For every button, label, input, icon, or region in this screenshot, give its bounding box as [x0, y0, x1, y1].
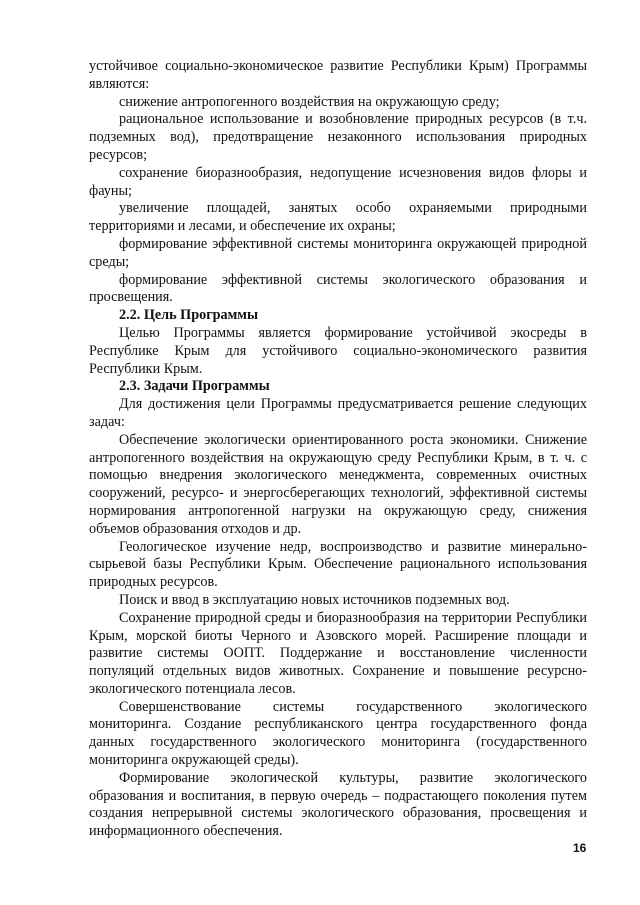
document-body: [89, 58, 587, 841]
paragraph: снижение антропогенного воздействия на окружающую среду;: [119, 93, 500, 110]
section-heading: 2.3. Задачи Программы: [119, 378, 270, 395]
page-number: 16: [573, 841, 587, 855]
paragraph: формирование эффективной системы мониторинга окружающей природной среды;: [89, 235, 587, 270]
paragraph: устойчивое социально-экономическое развитие Республики Крым) Программы являются:: [89, 58, 587, 92]
section-heading: 2.2. Цель Программы: [119, 307, 259, 324]
paragraph: Поиск и ввод в эксплуатацию новых источников подземных вод.: [119, 591, 510, 608]
paragraph: Для достижения цели Программы предусматривается решение следующих задач:: [89, 396, 587, 430]
paragraph: Сохранение природной среды и биоразнообразия на территории Республики Крым, морской биоты Черного и Азовского морей. Расширение площади и развитие системы ООПТ. Поддержание и восстановление численности популяций отдельных видов животных. Сохранение и повышение ресурсно-экологического потенциала лесов.: [89, 609, 587, 697]
paragraph: Целью Программы является формирование устойчивой экосреды в Республике Крым для устойчивого социально-экономического развития Республики Крым.: [89, 324, 587, 377]
paragraph: Обеспечение экологически ориентированного роста экономики. Снижение антропогенного воздействия на окружающую среду Республики Крым, в т. ч. с помощью внедрения экологического менеджмента, современных очистных сооружений, ресурсо- и энергосберегающих технологий, эффективной системы нормирования антропогенной нагрузки на окружающую среду, снижения объемов образования отходов и др.: [89, 431, 587, 537]
paragraph: увеличение площадей, занятых особо охраняемыми природными территориями и лесами, и обеспечение их охраны;: [89, 200, 587, 235]
paragraph: сохранение биоразнообразия, недопущение исчезновения видов флоры и фауны;: [89, 164, 587, 199]
paragraph: Совершенствование системы государственного экологического мониторинга. Создание республиканского центра государственного фонда данных государственного экологического мониторинга (государственного мониторинга окружающей среды).: [89, 698, 587, 769]
paragraph: Формирование экологической культуры, развитие экологического образования и воспитания, в первую очередь – подрастающего поколения путем создания непрерывной системы экологического образования, просвещения и информационного обеспечения.: [89, 769, 587, 840]
paragraph: Геологическое изучение недр, воспроизводство и развитие минерально-сырьевой базы Республики Крым. Обеспечение рационального использования природных ресурсов.: [89, 538, 587, 591]
paragraph: рациональное использование и возобновление природных ресурсов (в т.ч. подземных вод), предотвращение незаконного использования природных ресурсов;: [89, 111, 587, 163]
paragraph: формирование эффективной системы экологического образования и просвещения.: [89, 271, 587, 306]
